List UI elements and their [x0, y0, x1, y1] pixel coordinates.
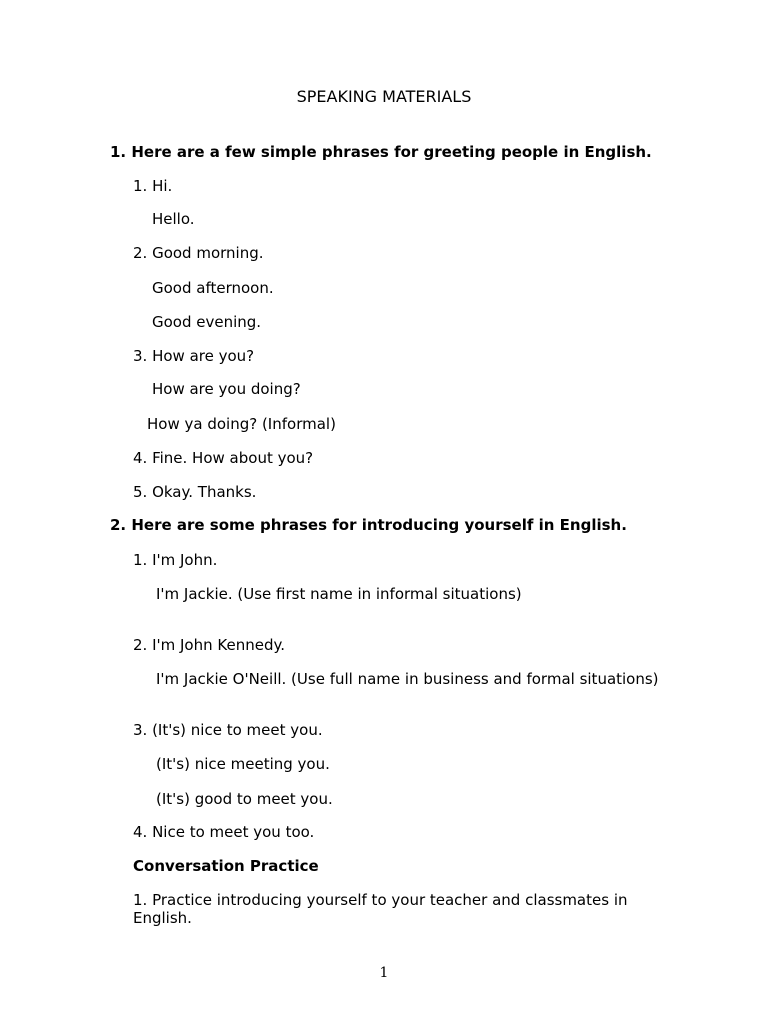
intro-line-2: I'm Jackie. (Use first name in informal situations)	[156, 585, 522, 603]
intro-line-5: 3. (It's) nice to meet you.	[133, 721, 323, 739]
page-number: 1	[379, 965, 389, 981]
greeting-line-9: 4. Fine. How about you?	[133, 449, 314, 467]
greeting-line-8: How ya doing? (Informal)	[147, 415, 336, 433]
greeting-line-10: 5. Okay. Thanks.	[133, 483, 257, 501]
section-1-heading: 1. Here are a few simple phrases for greeting people in English.	[110, 143, 652, 161]
greeting-line-7: How are you doing?	[152, 380, 301, 398]
section-2-heading: 2. Here are some phrases for introducing yourself in English.	[110, 516, 627, 534]
intro-line-7: (It's) good to meet you.	[156, 790, 333, 808]
greeting-line-3: 2. Good morning.	[133, 244, 264, 262]
practice-heading: Conversation Practice	[133, 857, 319, 875]
intro-line-3: 2. I'm John Kennedy.	[133, 636, 285, 654]
greeting-line-6: 3. How are you?	[133, 347, 255, 365]
intro-line-1: 1. I'm John.	[133, 551, 218, 569]
greeting-line-2: Hello.	[152, 210, 195, 228]
greeting-line-1: 1. Hi.	[133, 177, 173, 195]
greeting-line-5: Good evening.	[152, 313, 262, 331]
document-title: SPEAKING MATERIALS	[296, 87, 472, 106]
practice-item-1: 1. Practice introducing yourself to your teacher and classmates in English.	[133, 891, 628, 927]
greeting-line-4: Good afternoon.	[152, 279, 274, 297]
intro-line-4: I'm Jackie O'Neill. (Use full name in business and formal situations)	[156, 670, 659, 688]
intro-line-6: (It's) nice meeting you.	[156, 755, 330, 773]
intro-line-8: 4. Nice to meet you too.	[133, 823, 315, 841]
